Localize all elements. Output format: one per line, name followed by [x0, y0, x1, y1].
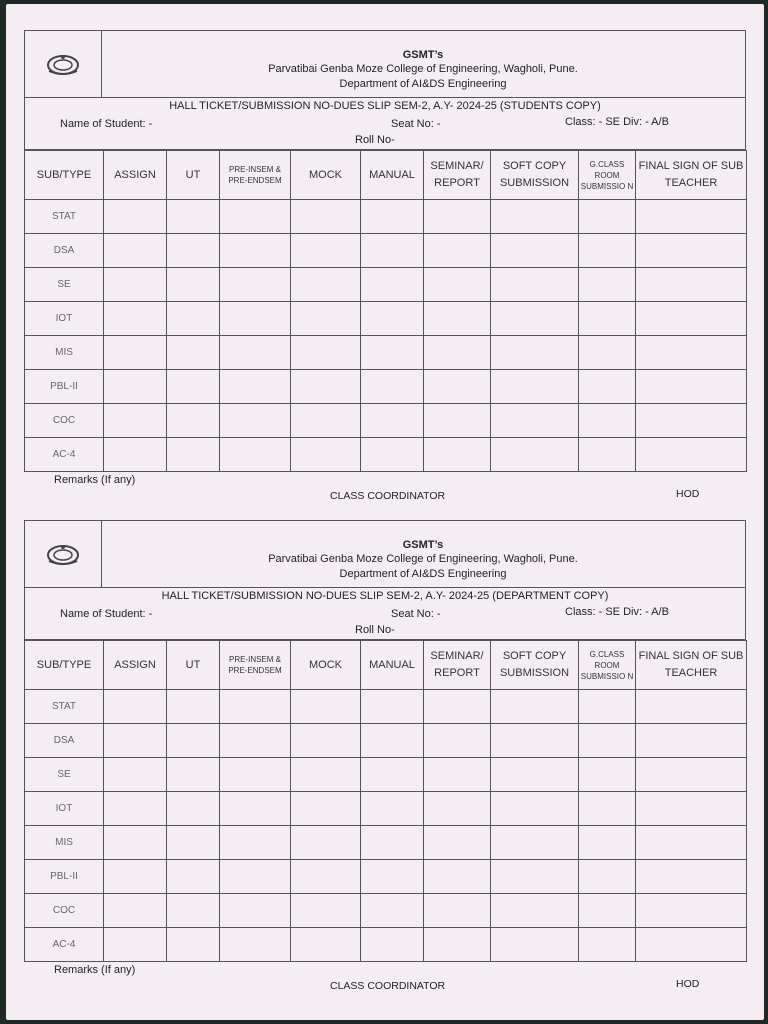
sign-cell[interactable]: [291, 860, 361, 894]
sign-cell[interactable]: [424, 690, 491, 724]
sign-cell[interactable]: [424, 792, 491, 826]
sign-cell[interactable]: [167, 438, 220, 472]
sign-cell[interactable]: [361, 758, 424, 792]
sign-cell[interactable]: [361, 234, 424, 268]
sign-cell[interactable]: [220, 438, 291, 472]
sign-cell[interactable]: [579, 860, 636, 894]
sign-cell[interactable]: [424, 826, 491, 860]
sign-cell[interactable]: [104, 826, 167, 860]
sign-cell[interactable]: [104, 438, 167, 472]
subject-cell: IOT: [25, 302, 104, 336]
subject-cell: COC: [25, 404, 104, 438]
sign-cell[interactable]: [361, 928, 424, 962]
table-row: [25, 438, 747, 472]
sign-cell[interactable]: [291, 758, 361, 792]
slip-header: [24, 520, 746, 588]
student-name-label: Name of Student: -: [60, 608, 153, 620]
sign-cell[interactable]: [424, 404, 491, 438]
slip-titlebar: [24, 98, 746, 150]
col-header: UT: [167, 151, 220, 200]
sign-cell[interactable]: [167, 404, 220, 438]
sign-cell[interactable]: [104, 370, 167, 404]
sign-cell[interactable]: [579, 200, 636, 234]
college-name: Parvatibai Genba Moze College of Engineering, Wagholi, Pune.: [268, 553, 578, 565]
subject-cell: MIS: [25, 336, 104, 370]
hod-label: HOD: [676, 978, 700, 990]
col-header: G.CLASS ROOM SUBMISSIO N: [579, 151, 636, 200]
sign-cell[interactable]: [491, 200, 579, 234]
sign-cell[interactable]: [491, 860, 579, 894]
table-header-row: [25, 641, 747, 690]
department-copy-slip: [24, 520, 746, 998]
sign-cell[interactable]: [291, 268, 361, 302]
sign-cell[interactable]: [579, 438, 636, 472]
col-header: MANUAL: [361, 641, 424, 690]
sign-cell[interactable]: [220, 268, 291, 302]
sign-cell[interactable]: [291, 438, 361, 472]
sign-cell[interactable]: [579, 690, 636, 724]
subject-cell: AC-4: [25, 438, 104, 472]
no-dues-table: [24, 150, 747, 472]
sign-cell[interactable]: [636, 792, 747, 826]
sign-cell[interactable]: [291, 336, 361, 370]
col-header: ASSIGN: [104, 641, 167, 690]
sign-cell[interactable]: [167, 268, 220, 302]
subject-cell: STAT: [25, 200, 104, 234]
col-header: G.CLASS ROOM SUBMISSIO N: [579, 641, 636, 690]
col-header: PRE-INSEM & PRE-ENDSEM: [220, 641, 291, 690]
slip-title: HALL TICKET/SUBMISSION NO-DUES SLIP SEM-2, A.Y- 2024-25 (DEPARTMENT COPY): [161, 590, 609, 602]
sign-cell[interactable]: [579, 724, 636, 758]
table-row: [25, 758, 747, 792]
sign-cell[interactable]: [220, 724, 291, 758]
department-name: Department of AI&DS Engineering: [339, 78, 507, 90]
subject-cell: SE: [25, 758, 104, 792]
sign-cell[interactable]: [167, 336, 220, 370]
sign-cell[interactable]: [167, 860, 220, 894]
sign-cell[interactable]: [636, 268, 747, 302]
subject-cell: SE: [25, 268, 104, 302]
seat-no-label: Seat No: -: [391, 118, 441, 130]
hod-label: HOD: [676, 488, 700, 500]
sign-cell[interactable]: [424, 438, 491, 472]
sign-cell[interactable]: [579, 404, 636, 438]
subject-cell: MIS: [25, 826, 104, 860]
sign-cell[interactable]: [291, 894, 361, 928]
sign-cell[interactable]: [220, 928, 291, 962]
col-header: FINAL SIGN OF SUB TEACHER: [636, 151, 747, 200]
sign-cell[interactable]: [491, 894, 579, 928]
sign-cell[interactable]: [167, 894, 220, 928]
sign-cell[interactable]: [104, 404, 167, 438]
col-header: SOFT COPY SUBMISSION: [491, 151, 579, 200]
sign-cell[interactable]: [491, 438, 579, 472]
sign-cell[interactable]: [424, 724, 491, 758]
sign-cell[interactable]: [636, 928, 747, 962]
sign-cell[interactable]: [491, 690, 579, 724]
sign-cell[interactable]: [291, 792, 361, 826]
sign-cell[interactable]: [636, 302, 747, 336]
sign-cell[interactable]: [361, 438, 424, 472]
sign-cell[interactable]: [491, 302, 579, 336]
sign-cell[interactable]: [636, 404, 747, 438]
sign-cell[interactable]: [636, 724, 747, 758]
sign-cell[interactable]: [361, 792, 424, 826]
sign-cell[interactable]: [491, 758, 579, 792]
sign-cell[interactable]: [636, 894, 747, 928]
sign-cell[interactable]: [579, 268, 636, 302]
class-label: Class: - SE Div: - A/B: [565, 116, 669, 128]
sign-cell[interactable]: [361, 302, 424, 336]
class-coordinator-label: CLASS COORDINATOR: [330, 980, 446, 992]
col-header: PRE-INSEM & PRE-ENDSEM: [220, 151, 291, 200]
sign-cell[interactable]: [361, 690, 424, 724]
sign-cell[interactable]: [291, 200, 361, 234]
sign-cell[interactable]: [491, 724, 579, 758]
sign-cell[interactable]: [361, 200, 424, 234]
sign-cell[interactable]: [220, 826, 291, 860]
sign-cell[interactable]: [424, 200, 491, 234]
table-row: [25, 826, 747, 860]
subject-cell: IOT: [25, 792, 104, 826]
sign-cell[interactable]: [220, 860, 291, 894]
sign-cell[interactable]: [167, 724, 220, 758]
sign-cell[interactable]: [361, 724, 424, 758]
roll-no-label: Roll No-: [355, 624, 395, 636]
college-logo-icon: [25, 31, 102, 97]
table-row: [25, 268, 747, 302]
sign-cell[interactable]: [361, 826, 424, 860]
sign-cell[interactable]: [291, 302, 361, 336]
sign-cell[interactable]: [220, 894, 291, 928]
table-header-row: [25, 151, 747, 200]
sign-cell[interactable]: [491, 234, 579, 268]
seat-no-label: Seat No: -: [391, 608, 441, 620]
sign-cell[interactable]: [361, 894, 424, 928]
college-logo-icon: [25, 521, 102, 587]
students-copy-slip: [24, 30, 746, 508]
sign-cell[interactable]: [104, 860, 167, 894]
sign-cell[interactable]: [424, 894, 491, 928]
org-name: GSMT’s: [402, 539, 444, 551]
sign-cell[interactable]: [291, 928, 361, 962]
sign-cell[interactable]: [579, 234, 636, 268]
sign-cell[interactable]: [167, 826, 220, 860]
sign-cell[interactable]: [491, 404, 579, 438]
sign-cell[interactable]: [167, 690, 220, 724]
sign-cell[interactable]: [579, 758, 636, 792]
slip-titlebar: [24, 588, 746, 640]
sign-cell[interactable]: [424, 234, 491, 268]
slip-header: [24, 30, 746, 98]
sign-cell[interactable]: [220, 302, 291, 336]
sign-cell[interactable]: [104, 928, 167, 962]
col-header: SEMINAR/ REPORT: [424, 641, 491, 690]
sign-cell[interactable]: [167, 302, 220, 336]
sign-cell[interactable]: [361, 404, 424, 438]
subject-cell: AC-4: [25, 928, 104, 962]
sign-cell[interactable]: [167, 200, 220, 234]
sign-cell[interactable]: [167, 928, 220, 962]
col-header: SOFT COPY SUBMISSION: [491, 641, 579, 690]
slip-title: HALL TICKET/SUBMISSION NO-DUES SLIP SEM-2, A.Y- 2024-25 (STUDENTS COPY): [169, 100, 601, 112]
remarks-label: Remarks (If any): [54, 964, 136, 976]
sign-cell[interactable]: [220, 690, 291, 724]
sign-cell[interactable]: [579, 928, 636, 962]
sign-cell[interactable]: [104, 302, 167, 336]
sign-cell[interactable]: [424, 302, 491, 336]
subject-cell: PBL-II: [25, 860, 104, 894]
sign-cell[interactable]: [167, 758, 220, 792]
sign-cell[interactable]: [579, 894, 636, 928]
sign-cell[interactable]: [220, 234, 291, 268]
sign-cell[interactable]: [220, 336, 291, 370]
remarks-label: Remarks (If any): [54, 474, 136, 486]
sign-cell[interactable]: [491, 826, 579, 860]
sign-cell[interactable]: [491, 792, 579, 826]
sign-cell[interactable]: [424, 758, 491, 792]
sign-cell[interactable]: [579, 370, 636, 404]
sign-cell[interactable]: [361, 860, 424, 894]
col-header: MANUAL: [361, 151, 424, 200]
col-header: UT: [167, 641, 220, 690]
sign-cell[interactable]: [424, 336, 491, 370]
sign-cell[interactable]: [167, 234, 220, 268]
sign-cell[interactable]: [424, 928, 491, 962]
sign-cell[interactable]: [291, 724, 361, 758]
sign-cell[interactable]: [636, 860, 747, 894]
table-row: [25, 336, 747, 370]
sign-cell[interactable]: [291, 826, 361, 860]
subject-cell: STAT: [25, 690, 104, 724]
col-header: MOCK: [291, 151, 361, 200]
sign-cell[interactable]: [636, 200, 747, 234]
sign-cell[interactable]: [104, 268, 167, 302]
class-label: Class: - SE Div: - A/B: [565, 606, 669, 618]
sign-cell[interactable]: [361, 268, 424, 302]
sign-cell[interactable]: [167, 792, 220, 826]
table-row: [25, 928, 747, 962]
class-coordinator-label: CLASS COORDINATOR: [330, 490, 446, 502]
roll-no-label: Roll No-: [355, 134, 395, 146]
sign-cell[interactable]: [104, 894, 167, 928]
paper-sheet: [6, 4, 764, 1020]
sign-cell[interactable]: [220, 758, 291, 792]
sign-cell[interactable]: [491, 370, 579, 404]
sign-cell[interactable]: [636, 758, 747, 792]
sign-cell[interactable]: [424, 268, 491, 302]
sign-cell[interactable]: [220, 200, 291, 234]
sign-cell[interactable]: [424, 370, 491, 404]
sign-cell[interactable]: [361, 370, 424, 404]
table-row: [25, 860, 747, 894]
table-row: [25, 690, 747, 724]
no-dues-table: [24, 640, 747, 962]
table-row: [25, 370, 747, 404]
sign-cell[interactable]: [167, 370, 220, 404]
subject-cell: DSA: [25, 724, 104, 758]
sign-cell[interactable]: [104, 724, 167, 758]
sign-cell[interactable]: [220, 404, 291, 438]
sign-cell[interactable]: [424, 860, 491, 894]
sign-cell[interactable]: [220, 792, 291, 826]
sign-cell[interactable]: [361, 336, 424, 370]
col-header: FINAL SIGN OF SUB TEACHER: [636, 641, 747, 690]
subject-cell: COC: [25, 894, 104, 928]
col-header: SEMINAR/ REPORT: [424, 151, 491, 200]
table-row: [25, 200, 747, 234]
table-row: [25, 724, 747, 758]
sign-cell[interactable]: [491, 928, 579, 962]
college-name: Parvatibai Genba Moze College of Engineering, Wagholi, Pune.: [268, 63, 578, 75]
sign-cell[interactable]: [104, 758, 167, 792]
table-row: [25, 302, 747, 336]
sign-cell[interactable]: [491, 268, 579, 302]
sign-cell[interactable]: [579, 336, 636, 370]
sign-cell[interactable]: [291, 370, 361, 404]
sign-cell[interactable]: [636, 370, 747, 404]
sign-cell[interactable]: [636, 438, 747, 472]
sign-cell[interactable]: [636, 690, 747, 724]
sign-cell[interactable]: [636, 336, 747, 370]
org-name: GSMT’s: [402, 49, 444, 61]
sign-cell[interactable]: [104, 690, 167, 724]
sign-cell[interactable]: [104, 336, 167, 370]
sign-cell[interactable]: [104, 200, 167, 234]
sign-cell[interactable]: [491, 336, 579, 370]
subject-cell: DSA: [25, 234, 104, 268]
sign-cell[interactable]: [104, 792, 167, 826]
col-header: MOCK: [291, 641, 361, 690]
col-header: SUB/TYPE: [25, 151, 104, 200]
sign-cell[interactable]: [579, 826, 636, 860]
department-name: Department of AI&DS Engineering: [339, 568, 507, 580]
sign-cell[interactable]: [636, 234, 747, 268]
col-header: ASSIGN: [104, 151, 167, 200]
sign-cell[interactable]: [291, 690, 361, 724]
slip-footer: [24, 962, 746, 998]
table-row: [25, 792, 747, 826]
subject-cell: PBL-II: [25, 370, 104, 404]
sign-cell[interactable]: [579, 302, 636, 336]
sign-cell[interactable]: [291, 404, 361, 438]
student-name-label: Name of Student: -: [60, 118, 153, 130]
col-header: SUB/TYPE: [25, 641, 104, 690]
sign-cell[interactable]: [636, 826, 747, 860]
slip-footer: [24, 472, 746, 508]
table-row: [25, 234, 747, 268]
sign-cell[interactable]: [579, 792, 636, 826]
table-row: [25, 404, 747, 438]
table-row: [25, 894, 747, 928]
sign-cell[interactable]: [220, 370, 291, 404]
sign-cell[interactable]: [291, 234, 361, 268]
sign-cell[interactable]: [104, 234, 167, 268]
